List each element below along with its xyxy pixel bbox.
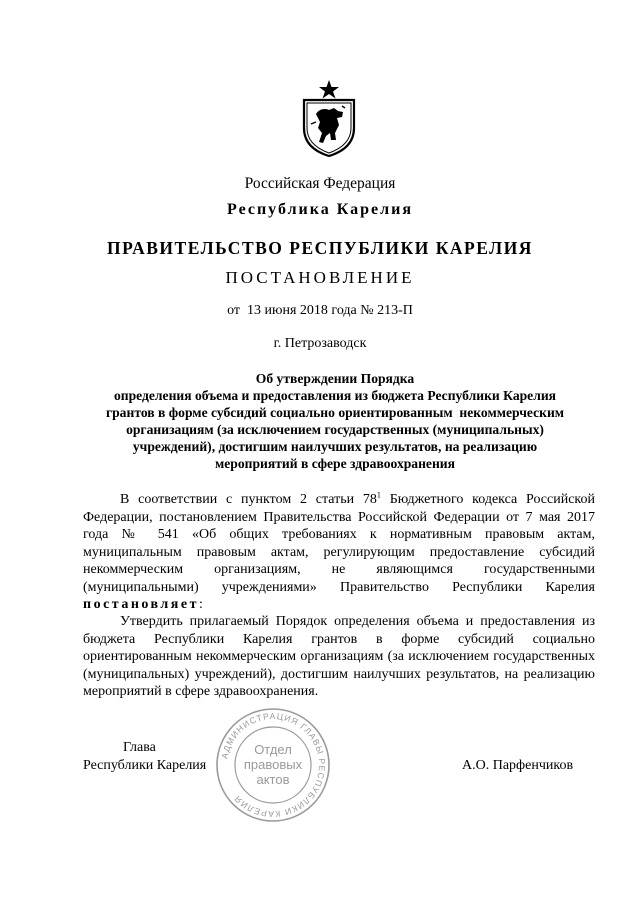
title-line: Об утверждении Порядка xyxy=(255,371,415,386)
title-line: грантов в форме субсидий социально ориентированным некоммерческим xyxy=(105,405,565,420)
decree-word: постановляет xyxy=(83,597,199,612)
stamp-ring-text: АДМИНИСТРАЦИЯ ГЛАВЫ РЕСПУБЛИКИ КАРЕЛИЯ xyxy=(219,710,328,820)
preamble-paragraph xyxy=(83,491,595,614)
resolution-text: Утвердить прилагаемый Порядок определения объема и предоставления из бюджета Республики Карелия грантов в форме субсидий социально ориентированным некоммерческим организациям (за исключением государственных (муниципальных) учреждений), достигшим наилучших результатов, на реализацию мероприятий в сфере здравоохранения. xyxy=(83,614,595,699)
article-superscript: 1 xyxy=(376,490,381,500)
document-city: г. Петрозаводск xyxy=(273,336,367,351)
title-line: определения объема и предоставления из бюджета Республики Карелия xyxy=(113,388,557,403)
signatory-title-line2: Республики Карелия xyxy=(83,758,207,773)
signatory-name: А.О. Парфенчиков xyxy=(462,758,574,773)
preamble-text-c: : xyxy=(198,597,203,612)
stamp-line-2: правовых xyxy=(243,757,303,772)
preamble-text-b: Бюджетного кодекса Российской Федерации, постановлением Правительства Российской Федерации от 7 мая 2017 года № 541 «Об общих требованиях к нормативным правовым актам, муниципальным правовым актам, регулирующим предоставление субсидий некоммерческим организациям, не являющимся государственными (муниципальными) учреждениями» Правительство Республики Карелия xyxy=(83,492,595,595)
stamp-line-3: актов xyxy=(256,772,290,787)
official-stamp xyxy=(214,706,332,824)
title-line: мероприятий в сфере здравоохранения xyxy=(215,456,455,471)
government-name: ПРАВИТЕЛЬСТВО РЕСПУБЛИКИ КАРЕЛИЯ xyxy=(107,238,533,258)
preamble-text-a: В соответствии с пунктом 2 статьи 78 xyxy=(120,492,377,507)
stamp-line-1: Отдел xyxy=(254,742,292,757)
document-title xyxy=(80,370,590,472)
country-name: Российская Федерация xyxy=(244,175,396,192)
republic-name: Республика Карелия xyxy=(227,201,413,218)
title-line: учреждений), достигшим наилучших результатов, на реализацию xyxy=(132,439,538,454)
signatory-title-line1: Глава xyxy=(123,740,156,755)
document-date-number: от 13 июня 2018 года № 213-П xyxy=(227,303,413,318)
karelia-coat-of-arms-icon xyxy=(298,78,360,158)
title-line: организациям (за исключением государственных (муниципальных) xyxy=(126,422,544,437)
document-type: ПОСТАНОВЛЕНИЕ xyxy=(225,268,415,287)
resolution-paragraph xyxy=(83,613,595,701)
